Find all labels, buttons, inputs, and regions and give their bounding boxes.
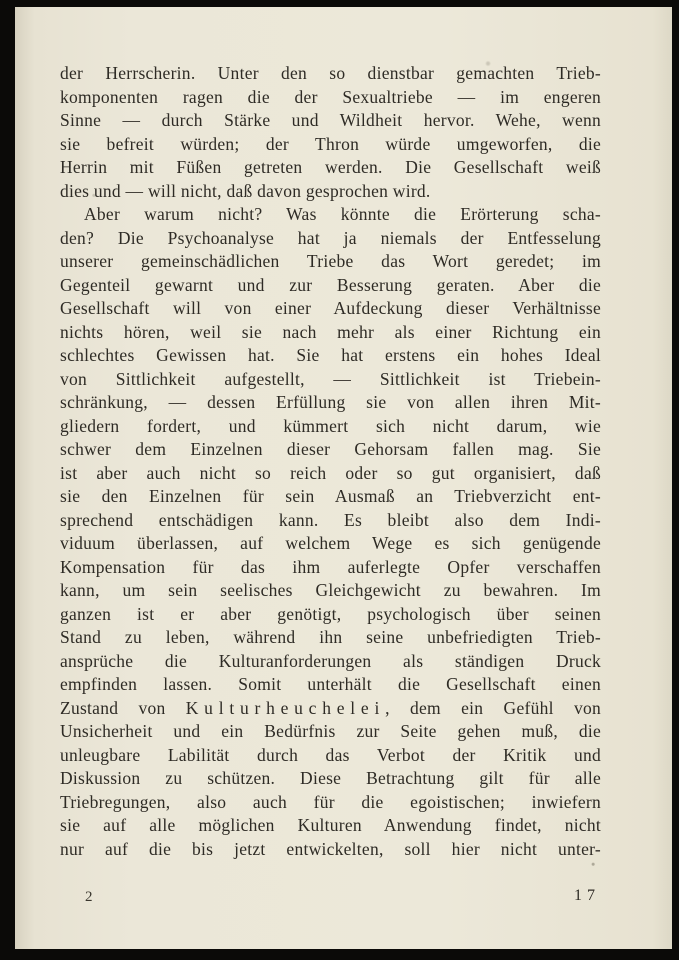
text-line: Gegenteil gewarnt und zur Besserung geraten. Aber die (60, 274, 601, 295)
text-line: Sinne — durch Stärke und Wildheit hervor. Wehe, wenn (60, 110, 601, 130)
text-line: sie befreit würden; der Thron würde umgeworfen, die (60, 133, 601, 154)
page-number: 17 (574, 887, 600, 904)
text-line: Stand zu leben, während ihn seine unbefriedigten Trieb- (60, 627, 601, 647)
text-line: empfinden lassen. Somit unterhält die Gesellschaft einen (60, 674, 601, 694)
body-text (60, 62, 601, 861)
text-line: Diskussion zu schützen. Diese Betrachtung gilt für alle (60, 768, 601, 788)
emphasized-word: Kulturheuchelei (185, 697, 386, 718)
text-line: den? Die Psychoanalyse hat ja niemals der Entfesselung (60, 227, 601, 248)
text-line: sie den Einzelnen für sein Ausmaß an Triebverzicht ent- (60, 486, 601, 506)
text-run: , dem ein Gefühl von (385, 697, 602, 718)
text-line: sie auf alle möglichen Kulturen Anwendung findet, nicht (60, 815, 601, 835)
text-line: der Herrscherin. Unter den so dienstbar gemachten Trieb- (60, 63, 601, 83)
text-line: Kompensation für das ihm auferlegte Opfer verschaffen (60, 556, 601, 577)
text-line: Triebregungen, also auch für die egoistischen; inwiefern (60, 791, 601, 812)
text-line: dies und — will nicht, daß davon gesprochen wird. (60, 180, 431, 201)
paragraph (60, 62, 601, 203)
text-run: Zustand von (60, 697, 186, 718)
book-page (15, 7, 672, 949)
text-line: viduum überlassen, auf welchem Wege es sich genügende (60, 533, 601, 553)
text-line: Aber warum nicht? Was könnte die Erörterung scha- (84, 204, 601, 224)
text-line: ganzen ist er aber genötigt, psychologisch über seinen (60, 603, 601, 624)
text-line: ist aber auch nicht so reich oder so gut organisiert, daß (60, 462, 601, 483)
paragraph (60, 203, 601, 861)
text-line: unleugbare Labilität durch das Verbot der Kritik und (60, 744, 601, 765)
signature-mark: 2 (85, 889, 93, 905)
text-line: nur auf die bis jetzt entwickelten, soll hier nicht unter- (60, 838, 601, 859)
text-line: schwer dem Einzelnen dieser Gehorsam fallen mag. Sie (60, 439, 601, 459)
text-line: von Sittlichkeit aufgestellt, — Sittlichkeit ist Triebein- (60, 368, 601, 389)
text-line: Unsicherheit und ein Bedürfnis zur Seite gehen muß, die (60, 721, 601, 741)
text-line: ansprüche die Kulturanforderungen als ständigen Druck (60, 650, 601, 671)
text-line: nichts hören, weil sie nach mehr als einer Richtung ein (60, 321, 601, 342)
text-line: komponenten ragen die der Sexualtriebe — im engeren (60, 86, 601, 107)
text-line: sprechend entschädigen kann. Es bleibt also dem Indi- (60, 509, 601, 530)
text-line: schlechtes Gewissen hat. Sie hat erstens ein hohes Ideal (60, 345, 601, 365)
text-line: schränkung, — dessen Erfüllung sie von allen ihren Mit- (60, 392, 601, 412)
text-line: Herrin mit Füßen getreten werden. Die Gesellschaft weiß (60, 157, 601, 177)
text-line: unserer gemeinschädlichen Triebe das Wort geredet; im (60, 251, 601, 271)
text-line: kann, um sein seelisches Gleichgewicht zu bewahren. Im (60, 580, 601, 600)
text-line: gliedern fordert, und kümmert sich nicht darum, wie (60, 415, 601, 436)
text-line (60, 697, 601, 721)
text-line: Gesellschaft will von einer Aufdeckung dieser Verhältnisse (60, 298, 601, 318)
